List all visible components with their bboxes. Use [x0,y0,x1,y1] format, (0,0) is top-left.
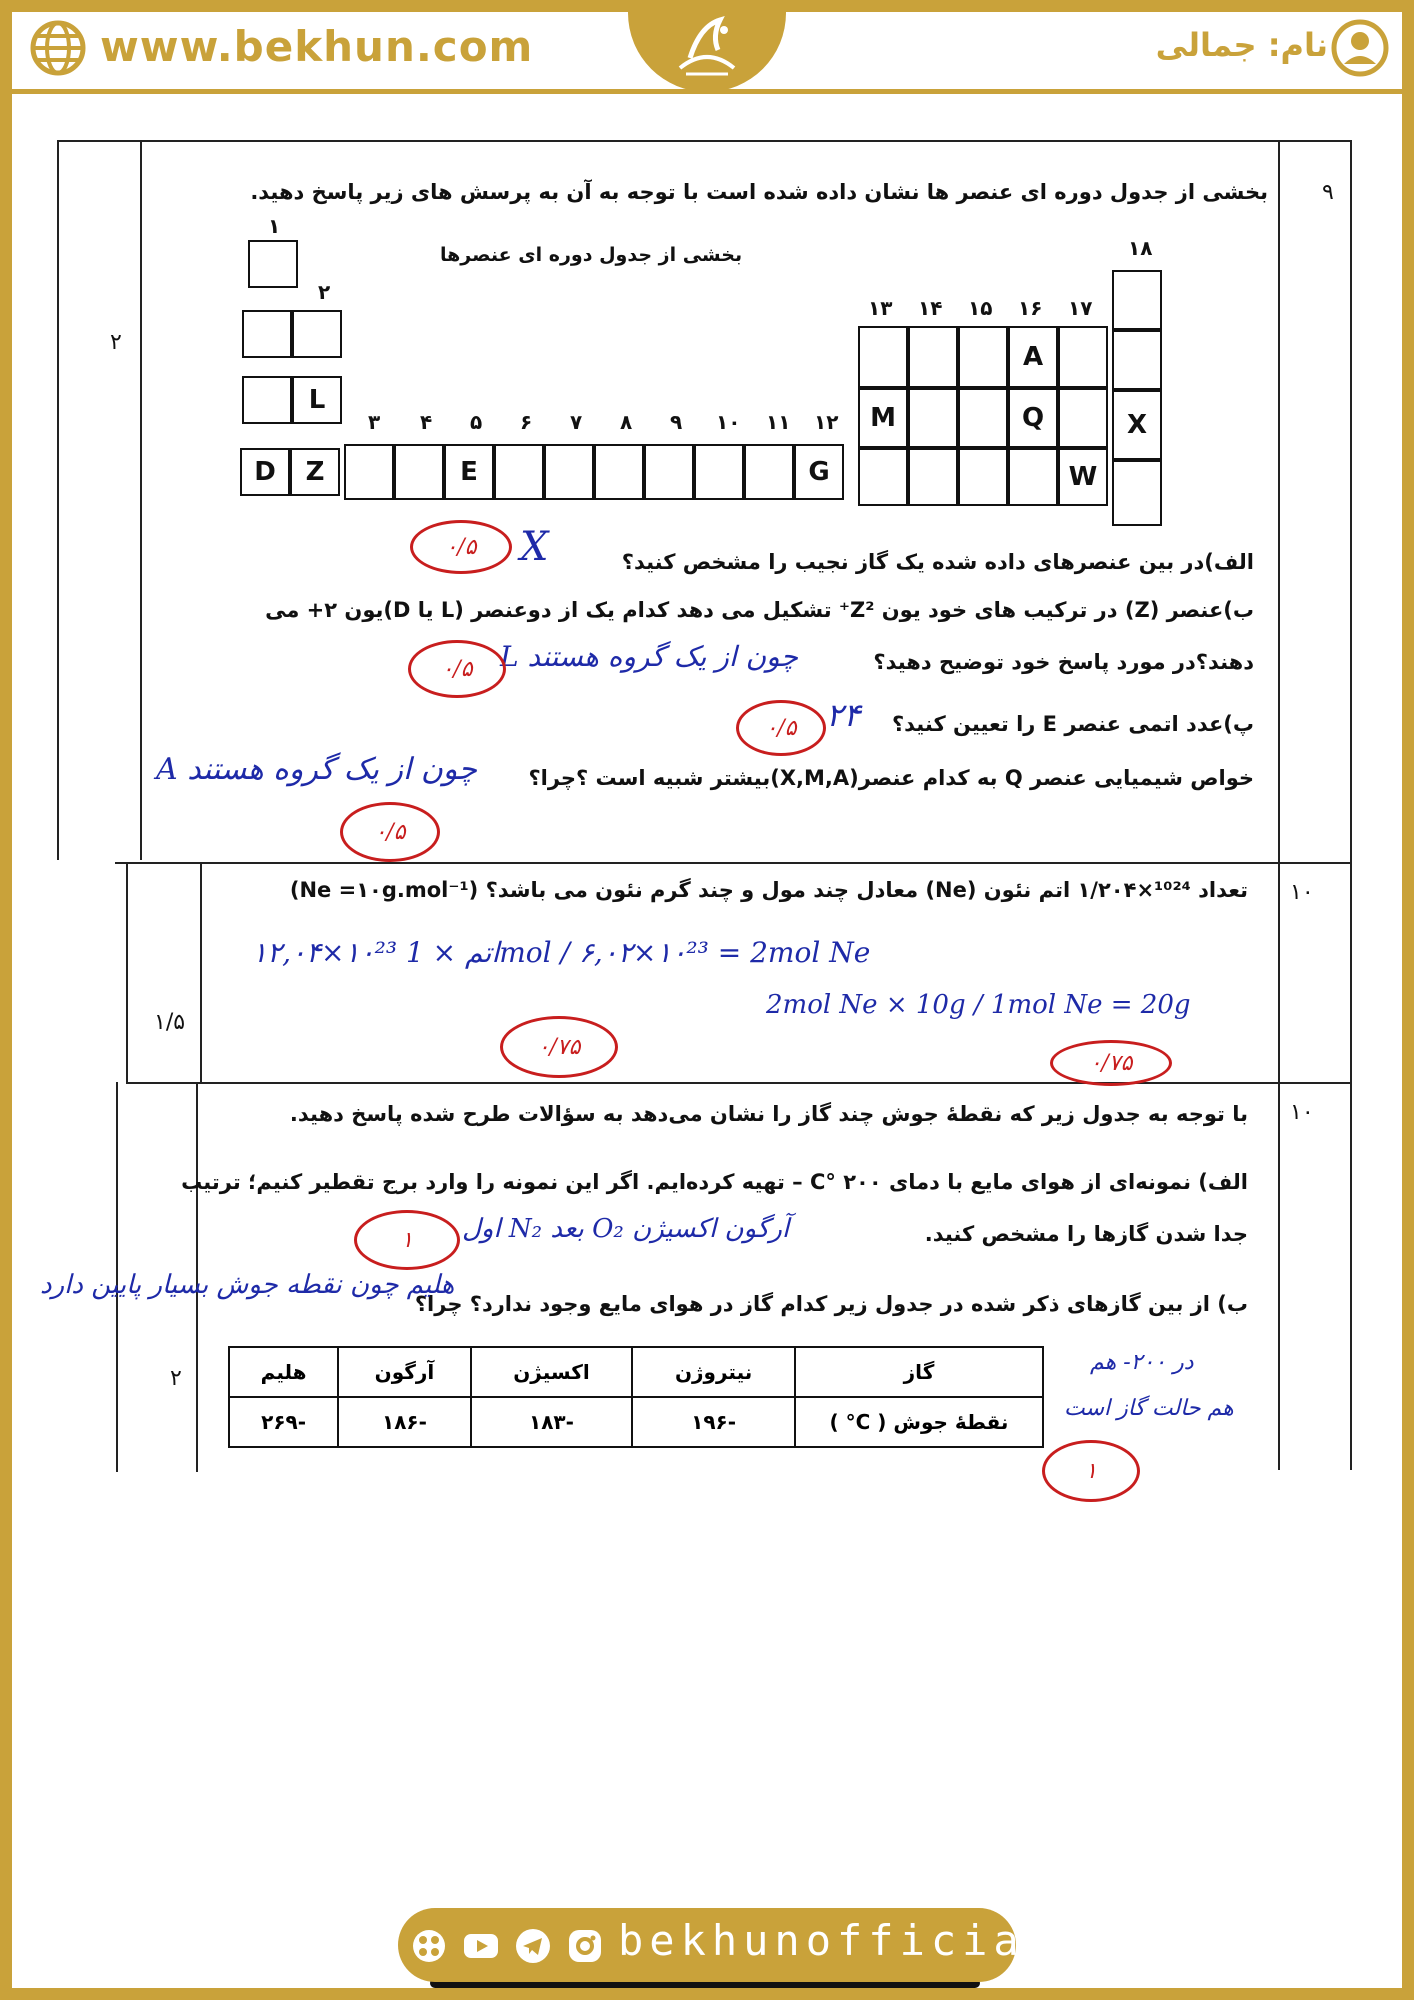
q9-part-d: خواص شیمیایی عنصر Q به کدام عنصر(X,M,A)بیشتر شبیه است ؟چرا؟ [528,766,1254,790]
pt-cell-A: A [1008,326,1058,388]
q9-part-d-mark: ۰/۵ [340,802,440,862]
page-background [12,12,1402,1988]
q10b-part-a-line1: الف) نمونه‌ای از هوای مایع با دمای C° ۲۰۰ – تهیه کرده‌ایم. اگر این نمونه را وارد برج تقطیر کنیم؛ ترتیب [181,1170,1248,1194]
group-number: ۱۶ [1018,296,1043,320]
group-number: ۲ [318,280,331,304]
globe-icon [30,20,86,76]
pt-cell-Z: Z [290,448,340,496]
q9-part-b-line2: دهند؟در مورد پاسخ خود توضیح دهید؟ [873,650,1254,674]
pt-cell [292,310,342,358]
pt-cell [858,326,908,388]
pt-cell [908,388,958,448]
group-number: ۱۰ [716,410,741,434]
pt-cell [694,444,744,500]
bekhun-logo-icon [660,6,754,86]
group-number: ۱۱ [766,410,791,434]
table-header-cell: گاز [795,1347,1043,1397]
group-number: ۱۷ [1068,296,1093,320]
q10b-side-note-2: هم حالت گاز است [1064,1396,1234,1421]
pt-cell-D: D [240,448,290,496]
instagram-icon[interactable] [566,1927,604,1965]
pt-cell [1112,460,1162,526]
q9-part-b-line1: ب)عنصر (Z) در ترکیب های خود یون Z²⁺ تشکیل می دهد کدام یک از دوعنصر (L یا D)یون ۲+ می [265,598,1254,622]
q10b-part-b-answer: هلیم چون نقطه جوش بسیار پایین دارد [40,1270,455,1300]
frame-score-line [140,140,142,860]
pt-cell [858,448,908,506]
q10a-work-line2: 2mol Ne × 10g / 1mol Ne = 20g [766,990,1191,1020]
pt-cell [1112,270,1162,330]
aparat-icon[interactable] [410,1927,448,1965]
table-cell: -۱۸۶ [338,1397,471,1447]
pt-cell [242,310,292,358]
q9-part-c-mark: ۰/۵ [736,700,826,756]
q10b-number: ۱۰ [1290,1100,1314,1125]
q9-score: ۲ [110,330,122,355]
q10a-mark-1: ۰/۷۵ [500,1016,618,1078]
pt-cell [644,444,694,500]
q9-intro: بخشی از جدول دوره ای عنصر ها نشان داده شده است با توجه به آن به پرسش های زیر پاسخ دهید. [250,180,1268,204]
pt-cell [908,326,958,388]
student-name: نام: جمالی [1155,26,1328,64]
pt-cell [394,444,444,500]
boiling-point-table [228,1346,1044,1448]
frame-right-line [1350,140,1352,1470]
pt-cell [958,448,1008,506]
group-number: ۴ [420,410,433,434]
pt-cell [594,444,644,500]
pt-cell [248,240,298,288]
q10b-part-b-mark: ۱ [1042,1440,1140,1502]
header-divider [12,89,1402,94]
social-handle[interactable]: bekhunofficial [618,1916,1057,1965]
q10b-part-a-answer: اول N₂ بعد O₂ آرگون اکسیژن [462,1214,790,1244]
frame-left-line [57,140,59,860]
table-header-cell: نیتروژن [632,1347,795,1397]
pt-cell-X: X [1112,390,1162,460]
table-header-cell: اکسیژن [471,1347,632,1397]
pt-cell [908,448,958,506]
pt-cell [744,444,794,500]
pt-cell-W: W [1058,448,1108,506]
table-cell: -۲۶۹ [229,1397,338,1447]
table-cell: نقطهٔ جوش ( C° ) [795,1397,1043,1447]
q10a-work-line1: ۱۲,۰۴×۱۰²³ اتم × 1mol / ۶,۰۲×۱۰²³ = 2mol Ne [252,936,871,969]
q9-part-b-mark: ۰/۵ [408,640,506,698]
group-number: ۷ [570,410,583,434]
group-number: ۱۴ [918,296,943,320]
group-number: ۵ [470,410,483,434]
table-row [229,1397,1043,1447]
website-url[interactable]: www.bekhun.com [100,22,534,71]
pt-cell [1112,330,1162,390]
group-number: ۱ [268,214,281,238]
q10a-score: ۱/۵ [154,1010,186,1035]
youtube-icon[interactable] [462,1927,500,1965]
pt-cell-Q: Q [1008,388,1058,448]
q10a-top-line [115,862,1352,864]
group-number: ۳ [368,410,381,434]
user-avatar-icon [1330,18,1390,78]
pt-cell [958,388,1008,448]
pt-cell-E: E [444,444,494,500]
q10b-score: ۲ [170,1366,182,1391]
pt-cell-G: G [794,444,844,500]
q9-number: ۹ [1322,180,1334,205]
table-cell: -۱۹۶ [632,1397,795,1447]
pt-cell [494,444,544,500]
group-number: ۱۸ [1128,236,1153,260]
q10a-score-line [200,862,202,1082]
table-header-cell: آرگون [338,1347,471,1397]
q10b-part-b: ب) از بین گازهای ذکر شده در جدول زیر کدام گاز در هوای مایع وجود ندارد؟ چرا؟ [414,1292,1248,1316]
q9-part-a: الف)در بین عنصرهای داده شده یک گاز نجیب را مشخص کنید؟ [621,550,1254,574]
group-number: ۶ [520,410,533,434]
pt-cell [242,376,292,424]
group-number: ۹ [670,410,683,434]
q9-part-b-answer: L چون از یک گروه هستند [500,640,798,673]
q9-part-d-answer: A چون از یک گروه هستند [156,752,477,787]
q10b-side-note-1: در ۲۰۰- هم [1090,1350,1194,1375]
pt-cell [344,444,394,500]
table-cell: -۱۸۳ [471,1397,632,1447]
group-number: ۱۲ [814,410,839,434]
q10a-number: ۱۰ [1290,880,1314,905]
table-header-cell: هلیم [229,1347,338,1397]
q10a-question: تعداد ¹⁰²⁴×۱/۲۰۴ اتم نئون (Ne) معادل چند مول و چند گرم نئون می باشد؟ (Ne =۱۰g.mol⁻¹) [289,878,1248,902]
q10b-part-a-line2: جدا شدن گازها را مشخص کنید. [924,1222,1248,1246]
pt-cell [1008,448,1058,506]
pt-cell [1058,326,1108,388]
q9-part-c-answer: ۲۴ [826,696,861,734]
periodic-table-title: بخشی از جدول دوره ای عنصرها [440,244,743,266]
q10a-mark-2: ۰/۷۵ [1050,1040,1172,1086]
telegram-icon[interactable] [514,1927,552,1965]
pt-cell-M: M [858,388,908,448]
q10b-intro: با توجه به جدول زیر که نقطهٔ جوش چند گاز را نشان می‌دهد به سؤالات طرح شده پاسخ دهید. [289,1102,1248,1126]
q9-part-c: پ)عدد اتمی عنصر E را تعیین کنید؟ [892,712,1254,736]
q9-part-a-mark: ۰/۵ [410,520,512,574]
table-header-row [229,1347,1043,1397]
group-number: ۱۳ [868,296,893,320]
q10b-top-line [126,1082,1352,1084]
q10a-left-line [126,862,128,1082]
pt-cell [958,326,1008,388]
frame-number-line [1278,140,1280,1470]
frame-top-line [57,140,1352,142]
q9-part-a-answer: X [520,524,549,570]
pt-cell [1058,388,1108,448]
group-number: ۸ [620,410,633,434]
pt-cell [544,444,594,500]
pt-cell-L: L [292,376,342,424]
q10b-part-a-mark: ۱ [354,1210,460,1270]
group-number: ۱۵ [968,296,993,320]
